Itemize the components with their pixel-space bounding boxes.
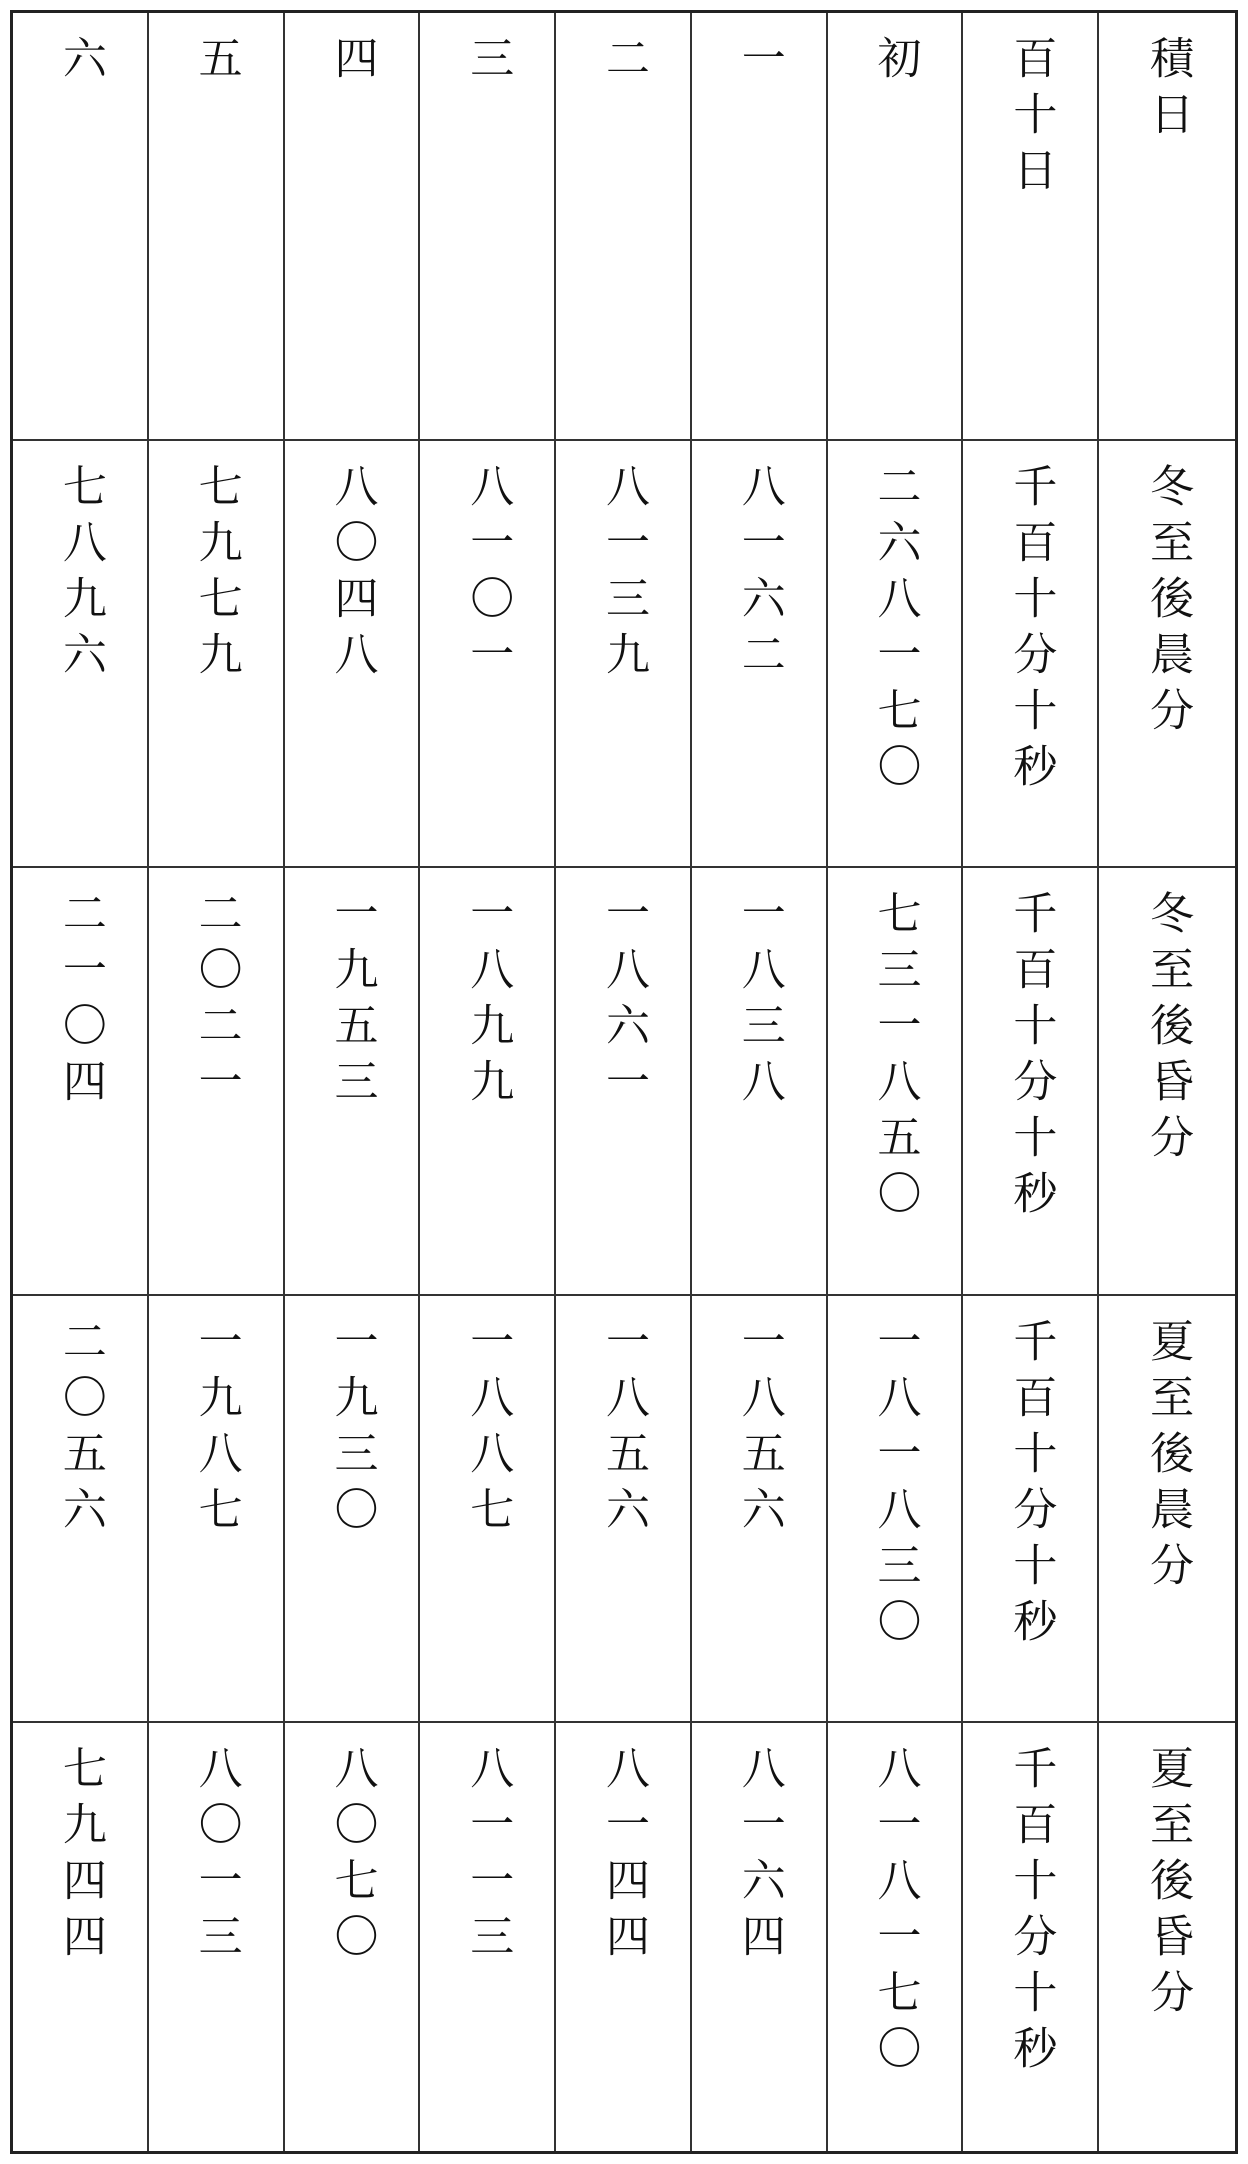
table-cell	[285, 1296, 421, 1724]
table-cell	[692, 1723, 828, 2151]
cell-value: 千百十分十秒	[1005, 462, 1057, 799]
table-cell	[149, 1723, 285, 2151]
table-cell	[556, 868, 692, 1296]
cell-value: 八一〇一	[462, 462, 514, 687]
table-cell	[963, 441, 1099, 869]
table-cell	[828, 868, 964, 1296]
header-cell-2	[556, 13, 692, 441]
header-text: 三	[462, 35, 514, 91]
cell-value: 七九七九	[190, 462, 242, 687]
cell-value: 二六八一七〇	[869, 462, 921, 799]
cell-value: 一八八七	[462, 1317, 514, 1542]
cell-value: 八一六二	[733, 462, 785, 687]
header-cell-accumulated-days	[1099, 13, 1235, 441]
cell-value: 一八五六	[597, 1317, 649, 1542]
table-cell	[692, 1296, 828, 1724]
row-label-cell	[1099, 1296, 1235, 1724]
table-cell	[149, 441, 285, 869]
cell-value: 一九八七	[190, 1317, 242, 1542]
table-cell	[13, 1296, 149, 1724]
row-label-cell	[1099, 868, 1235, 1296]
table-cell	[13, 868, 149, 1296]
cell-value: 八一四四	[597, 1745, 649, 1970]
header-cell-1	[692, 13, 828, 441]
header-text: 一	[733, 35, 785, 91]
header-cell-units	[963, 13, 1099, 441]
header-text: 積日	[1142, 35, 1194, 147]
cell-value: 一八五六	[733, 1317, 785, 1542]
cell-value: 八〇七〇	[326, 1745, 378, 1970]
cell-value: 八〇一三	[190, 1745, 242, 1970]
header-text: 六	[54, 35, 106, 91]
table-cell	[828, 1296, 964, 1724]
header-cell-5	[149, 13, 285, 441]
cell-value: 一八三八	[733, 890, 785, 1115]
cell-value: 一九三〇	[326, 1317, 378, 1542]
header-cell-initial	[828, 13, 964, 441]
table-cell	[556, 1723, 692, 2151]
table-cell	[556, 1296, 692, 1724]
header-cell-4	[285, 13, 421, 441]
table-cell	[420, 441, 556, 869]
table-cell	[13, 441, 149, 869]
table-cell	[963, 1296, 1099, 1724]
cell-value: 一八六一	[597, 890, 649, 1115]
table-cell	[692, 441, 828, 869]
header-text: 二	[597, 35, 649, 91]
table-cell	[692, 868, 828, 1296]
cell-value: 千百十分十秒	[1005, 1745, 1057, 2082]
cell-value: 二〇二一	[190, 890, 242, 1115]
cell-value: 八一八一七〇	[869, 1745, 921, 2082]
table-cell	[13, 1723, 149, 2151]
cell-value: 二一〇四	[54, 890, 106, 1115]
header-text: 初	[869, 35, 921, 91]
cell-value: 八一三九	[597, 462, 649, 687]
table-cell	[420, 1723, 556, 2151]
cell-value: 七三一八五〇	[869, 890, 921, 1227]
row-label: 冬至後昏分	[1142, 890, 1194, 1171]
cell-value: 一九五三	[326, 890, 378, 1115]
row-label: 冬至後晨分	[1142, 462, 1194, 743]
header-text: 百十日	[1005, 35, 1057, 203]
table-cell	[828, 441, 964, 869]
header-text: 四	[326, 35, 378, 91]
cell-value: 一八九九	[462, 890, 514, 1115]
cell-value: 一八一八三〇	[869, 1317, 921, 1654]
cell-value: 八一一三	[462, 1745, 514, 1970]
table-cell	[556, 441, 692, 869]
cell-value: 千百十分十秒	[1005, 890, 1057, 1227]
header-text: 五	[190, 35, 242, 91]
almanac-table	[10, 10, 1238, 2154]
table-cell	[149, 868, 285, 1296]
cell-value: 二〇五六	[54, 1317, 106, 1542]
row-label-cell	[1099, 1723, 1235, 2151]
row-label-cell	[1099, 441, 1235, 869]
header-cell-3	[420, 13, 556, 441]
header-cell-6	[13, 13, 149, 441]
table-cell	[285, 868, 421, 1296]
table-cell	[420, 1296, 556, 1724]
table-cell	[420, 868, 556, 1296]
cell-value: 千百十分十秒	[1005, 1317, 1057, 1654]
table-cell	[828, 1723, 964, 2151]
table-cell	[285, 1723, 421, 2151]
cell-value: 七八九六	[54, 462, 106, 687]
row-label: 夏至後晨分	[1142, 1317, 1194, 1598]
table-cell	[963, 1723, 1099, 2151]
table-cell	[285, 441, 421, 869]
cell-value: 八一六四	[733, 1745, 785, 1970]
table-cell	[149, 1296, 285, 1724]
cell-value: 七九四四	[54, 1745, 106, 1970]
table-cell	[963, 868, 1099, 1296]
cell-value: 八〇四八	[326, 462, 378, 687]
row-label: 夏至後昏分	[1142, 1745, 1194, 2026]
